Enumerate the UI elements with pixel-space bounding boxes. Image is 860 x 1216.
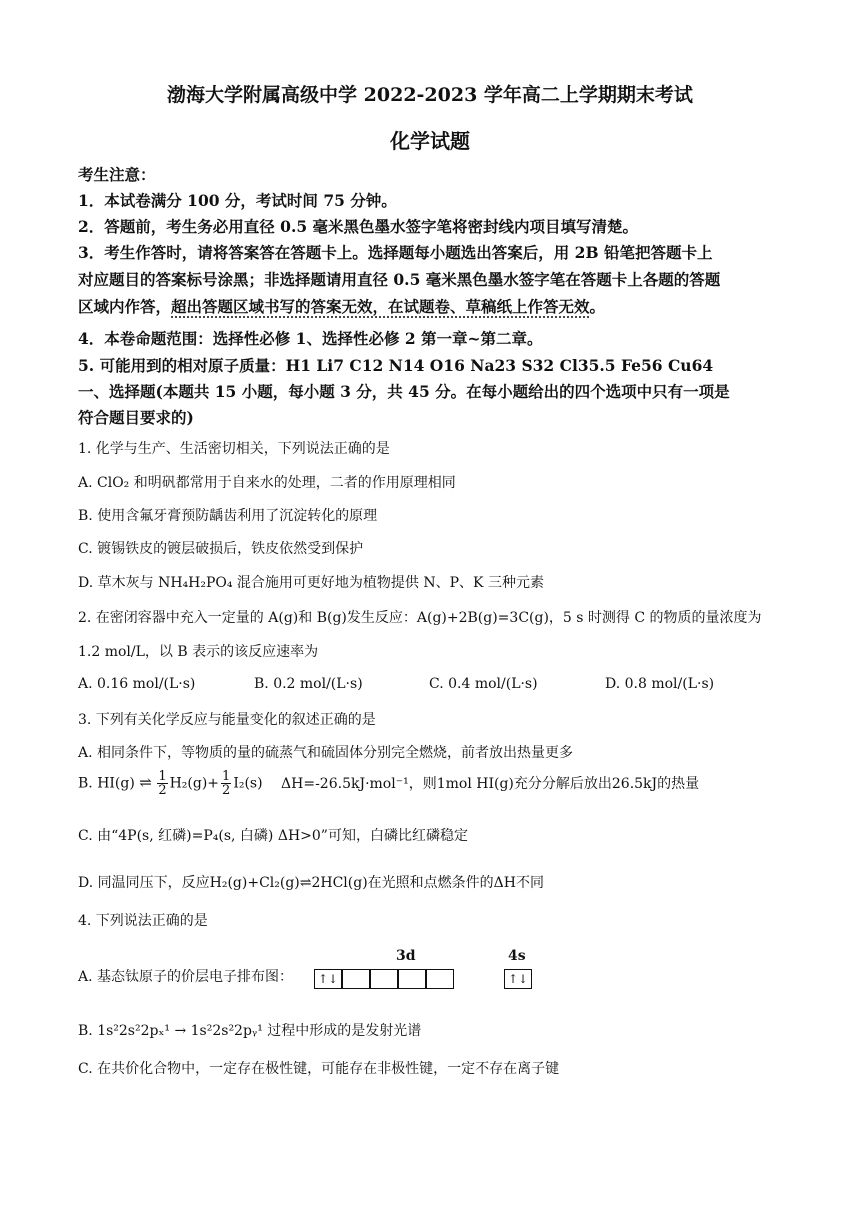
orbital-diagram xyxy=(310,948,540,994)
q3-option-a: A. 相同条件下，等物质的量的硫蒸气和硫固体分别完全燃烧，前者放出热量更多 xyxy=(78,745,574,761)
notice-item-3-prefix: 区域内作答， xyxy=(78,297,172,316)
q4-stem: 4. 下列说法正确的是 xyxy=(78,913,208,929)
q3-b-dh: ΔH=-26.5kJ·mol⁻¹，则1mol HI(g)充分分解后放出26.5kJ的热量 xyxy=(281,775,700,792)
q2-option-d: D. 0.8 mol/(L·s) xyxy=(605,676,715,692)
notice-heading: 考生注意： xyxy=(78,165,156,184)
q4-option-a: A. 基态钛原子的价层电子排布图： xyxy=(78,969,294,985)
q1-option-c: C. 镀锡铁皮的镀层破损后，铁皮依然受到保护 xyxy=(78,541,364,557)
q3-stem: 3. 下列有关化学反应与能量变化的叙述正确的是 xyxy=(78,712,376,728)
q2-stem-cont: 1.2 mol/L，以 B 表示的该反应速率为 xyxy=(78,644,319,660)
equilibrium-arrow-icon: ⇌ xyxy=(139,773,151,792)
q2-option-a: A. 0.16 mol/(L·s) xyxy=(78,676,196,692)
fraction-half: $\frac{1}{2}$ xyxy=(158,769,167,798)
q2-option-b: B. 0.2 mol/(L·s) xyxy=(254,676,363,692)
orbital-box: ↑↓ xyxy=(504,969,532,989)
orbital-box xyxy=(342,969,370,989)
notice-item-2: 2．答题前，考生务必用直径 0.5 毫米黑色墨水签字笔将密封线内项目填写清楚。 xyxy=(78,217,639,236)
exam-subtitle: 化学试题 xyxy=(390,129,470,153)
notice-item-3-period: 。 xyxy=(589,297,606,316)
notice-item-4: 4．本卷命题范围：选择性必修 1、选择性必修 2 第一章~第二章。 xyxy=(78,329,543,348)
section-heading-cont: 符合题目要求的) xyxy=(78,408,194,427)
q4-option-b: B. 1s²2s²2pₓ¹ → 1s²2s²2pᵧ¹ 过程中形成的是发射光谱 xyxy=(78,1023,422,1039)
orbital-box: ↑↓ xyxy=(314,969,342,989)
fraction-half-2: $\frac{1}{2}$ xyxy=(222,769,231,798)
q1-stem: 1. 化学与生产、生活密切相关，下列说法正确的是 xyxy=(78,441,390,457)
q1-option-a: A. ClO₂ 和明矾都常用于自来水的处理，二者的作用原理相同 xyxy=(78,475,456,491)
orbital-box xyxy=(426,969,454,989)
notice-item-3-cont: 对应题目的答案标号涂黑；非选择题请用直径 0.5 毫米黑色墨水签字笔在答题卡上各题的答题 xyxy=(78,270,721,289)
orbital-3d-boxes xyxy=(314,968,454,989)
section-heading: 一、选择题(本题共 15 小题，每小题 3 分，共 45 分。在每小题给出的四个选项中只有一项是 xyxy=(78,382,730,401)
orbital-box xyxy=(370,969,398,989)
notice-item-5: 5. 可能用到的相对原子质量：H1 Li7 C12 N14 O16 Na23 S32 Cl35.5 Fe56 Cu64 xyxy=(78,356,714,375)
label-3d: 3d xyxy=(396,948,416,964)
q2-stem: 2. 在密闭容器中充入一定量的 A(g)和 B(g)发生反应：A(g)+2B(g)=3C(g)，5 s 时测得 C 的物质的量浓度为 xyxy=(78,610,762,626)
notice-item-1: 1．本试卷满分 100 分，考试时间 75 分钟。 xyxy=(78,191,397,210)
exam-title: 渤海大学附属高级中学 2022-2023 学年高二上学期期末考试 xyxy=(167,84,693,106)
q4-option-c: C. 在共价化合物中，一定存在极性键，可能存在非极性键，一定不存在离子键 xyxy=(78,1061,560,1077)
q3-option-c: C. 由“4P(s, 红磷)=P₄(s, 白磷) ΔH>0”可知，白磷比红磷稳定 xyxy=(78,828,468,844)
orbital-box xyxy=(398,969,426,989)
q3-b-prefix: B. HI(g) xyxy=(78,775,135,792)
notice-item-3: 3．考生作答时，请将答案答在答题卡上。选择题每小题选出答案后，用 2B 铅笔把答题卡上 xyxy=(78,243,713,262)
label-4s: 4s xyxy=(508,948,526,964)
orbital-4s-box-wrap xyxy=(504,968,532,989)
q3-option-b xyxy=(78,770,699,797)
notice-item-3-emphasis: 超出答题区域书写的答案无效，在试题卷、草稿纸上作答无效 xyxy=(171,297,590,316)
q3-b-h2: H₂(g)+ xyxy=(169,775,220,792)
notice-item-3-cont2 xyxy=(78,295,605,317)
q1-option-b: B. 使用含氟牙膏预防龋齿利用了沉淀转化的原理 xyxy=(78,508,378,524)
q2-option-c: C. 0.4 mol/(L·s) xyxy=(429,676,538,692)
q3-b-i2: I₂(s) xyxy=(233,775,263,792)
q1-option-d: D. 草木灰与 NH₄H₂PO₄ 混合施用可更好地为植物提供 N、P、K 三种元素 xyxy=(78,575,544,591)
q3-option-d: D. 同温同压下，反应H₂(g)+Cl₂(g)⇌2HCl(g)在光照和点燃条件的ΔH不同 xyxy=(78,875,544,891)
